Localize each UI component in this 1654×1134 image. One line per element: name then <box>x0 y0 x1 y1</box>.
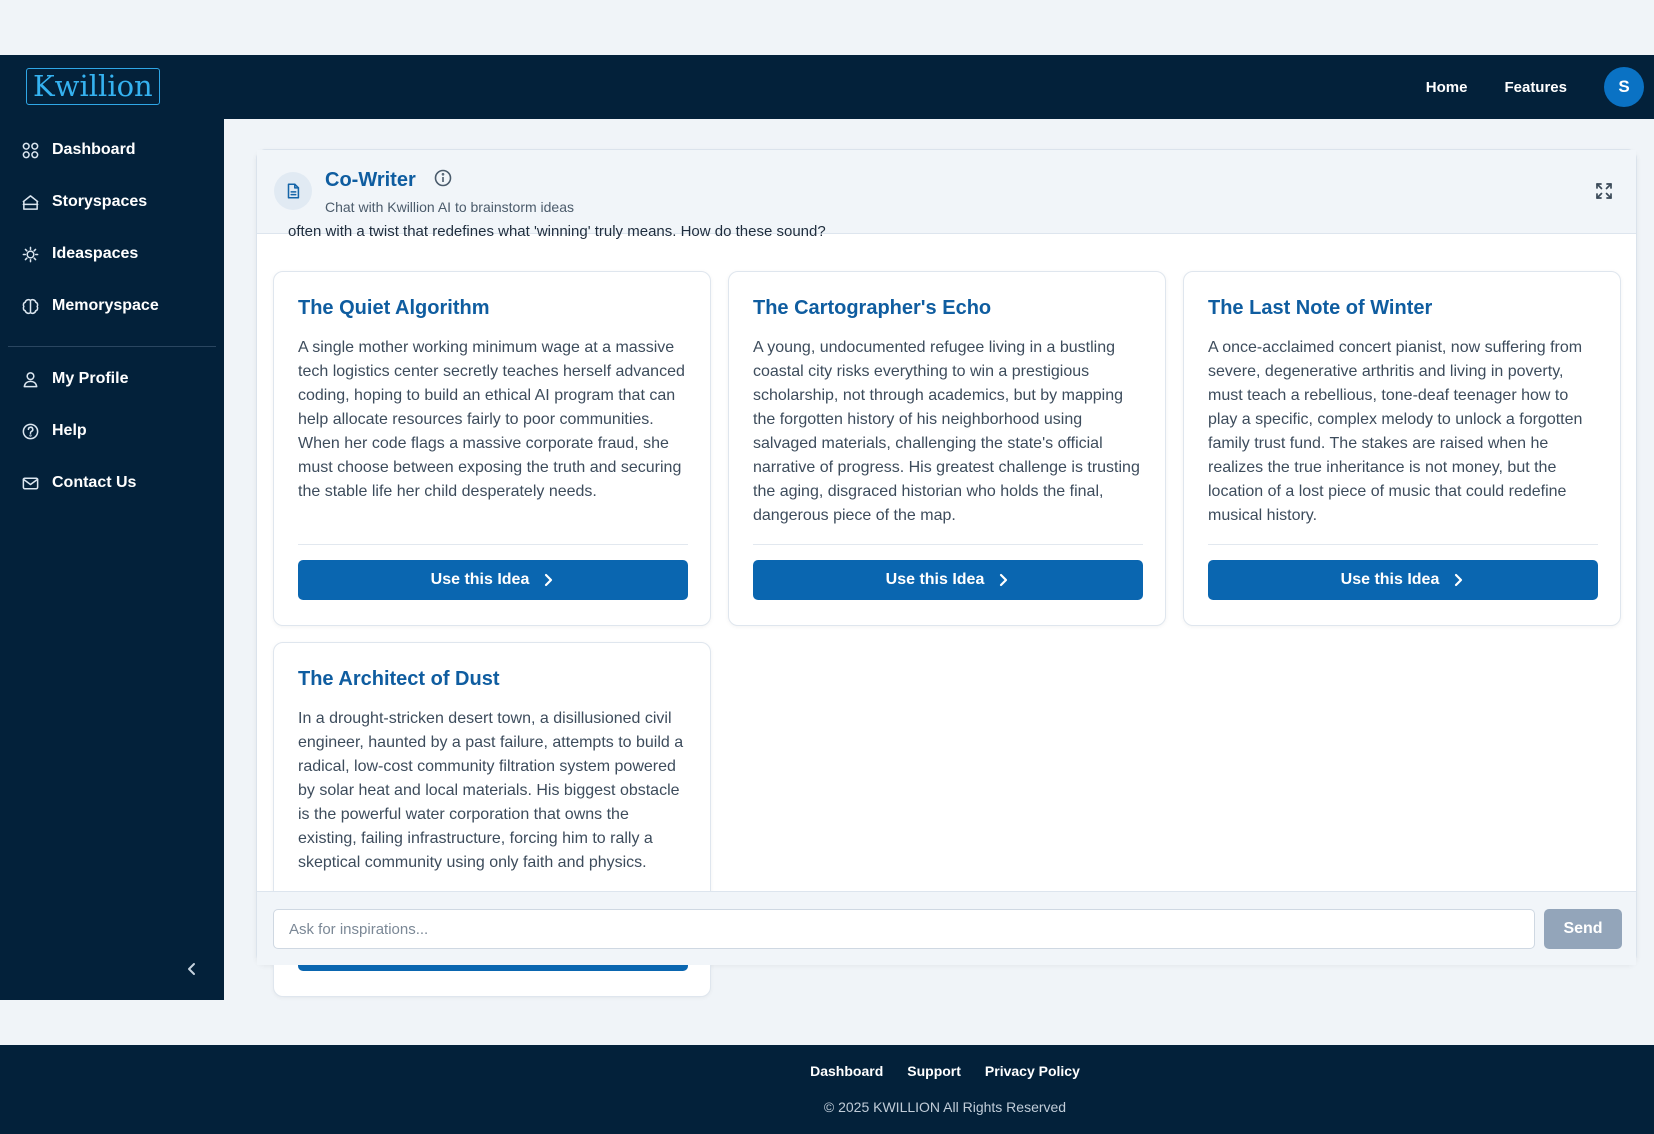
top-nav <box>1426 55 1654 119</box>
sidebar-item-label: Storyspaces <box>52 193 148 210</box>
use-idea-button[interactable] <box>1208 560 1598 600</box>
kwillion-logo[interactable]: Kwillion <box>26 68 160 105</box>
brain-icon <box>20 296 40 316</box>
lightbulb-icon <box>20 244 40 264</box>
use-idea-button[interactable] <box>298 560 688 600</box>
sidebar-item-label: Dashboard <box>52 141 136 158</box>
idea-description: In a drought-stricken desert town, a disillusioned civil engineer, haunted by a past failure, attempts to build a radical, low-cost community filtration system powered by solar heat and local materials. His biggest obstacle is the powerful water corporation that owns the existing, failing infrastructure, forcing him to rally a skeptical community using only faith and physics. <box>298 710 684 871</box>
nav-features-link[interactable]: Features <box>1504 78 1567 96</box>
sidebar-item-label: Ideaspaces <box>52 245 139 262</box>
mail-icon <box>20 473 40 493</box>
page-title: Co-Writer <box>325 169 416 191</box>
sidebar-item-ideaspaces[interactable] <box>20 238 138 270</box>
document-icon <box>274 172 312 210</box>
expand-icon[interactable] <box>1594 181 1614 201</box>
sidebar-item-label: Memoryspace <box>52 297 159 314</box>
sidebar-item-contact-us[interactable] <box>20 467 136 499</box>
idea-title: The Cartographer's Echo <box>753 297 992 319</box>
help-icon <box>20 421 40 441</box>
sidebar-item-label: My Profile <box>52 370 129 387</box>
use-idea-label: Use this Idea <box>885 571 985 588</box>
chevron-right-icon <box>996 573 1010 587</box>
page-subtitle: Chat with Kwillion AI to brainstorm ideas <box>325 199 574 215</box>
sidebar <box>0 119 224 1000</box>
use-idea-label: Use this Idea <box>1340 571 1440 588</box>
use-idea-button[interactable] <box>753 560 1143 600</box>
chevron-right-icon <box>541 573 555 587</box>
idea-description: A single mother working minimum wage at a massive tech logistics center secretly teaches herself advanced coding, hoping to build an ethical AI program that can help allocate resources fairly to poor communities. When her code flags a massive corporate fraud, she must choose between exposing the truth and securing the stable life her child desperately needs. <box>298 339 685 500</box>
idea-title: The Quiet Algorithm <box>298 297 490 319</box>
sidebar-item-memoryspace[interactable] <box>20 290 159 322</box>
sidebar-item-storyspaces[interactable] <box>20 186 147 218</box>
idea-card <box>273 271 711 626</box>
grid-icon <box>20 140 40 160</box>
top-navbar <box>0 55 1654 119</box>
ask-input[interactable] <box>273 909 1535 949</box>
idea-description: A once-acclaimed concert pianist, now suffering from severe, degenerative arthritis and living in poverty, must teach a rebellious, tone-deaf teenager how to play a specific, complex melody to unlock a forgotten family trust fund. The stakes are raised when he realizes the true inheritance is not money, but the location of a lost piece of music that could redefine musical history. <box>1208 339 1583 524</box>
use-idea-label: Use this Idea <box>430 571 530 588</box>
sidebar-item-my-profile[interactable] <box>20 363 128 395</box>
footer <box>0 1045 1654 1134</box>
sidebar-item-label: Help <box>52 422 87 439</box>
footer-privacy-link[interactable]: Privacy Policy <box>984 1063 1080 1079</box>
idea-card <box>1183 271 1621 626</box>
copyright-text: © 2025 KWILLION All Rights Reserved <box>823 1099 1067 1115</box>
cowriter-header <box>257 150 1636 234</box>
sidebar-item-label: Contact Us <box>52 474 137 491</box>
user-icon <box>20 369 40 389</box>
chat-message-text: often with a twist that redefines what 'winning' truly means. How do these sound? <box>288 223 826 240</box>
card-divider <box>298 544 688 545</box>
idea-title: The Last Note of Winter <box>1208 297 1433 319</box>
sidebar-item-help[interactable] <box>20 415 87 447</box>
idea-description: A young, undocumented refugee living in a bustling coastal city risks everything to win a prestigious scholarship, not through academics, but by mapping the forgotten history of his neighborhood using salvaged materials, challenging the state's official narrative of progress. His greatest challenge is trusting the aging, disgraced historian who holds the final, dangerous piece of the map. <box>753 339 1140 524</box>
send-button[interactable]: Send <box>1544 909 1622 949</box>
idea-title: The Architect of Dust <box>298 668 500 690</box>
nav-home-link[interactable]: Home <box>1425 78 1468 96</box>
sidebar-item-dashboard[interactable] <box>20 134 136 166</box>
info-icon[interactable] <box>434 169 452 187</box>
chevron-left-icon[interactable] <box>182 959 202 979</box>
cowriter-panel <box>256 149 1637 964</box>
home-icon <box>20 192 40 212</box>
footer-links <box>0 1063 1654 1079</box>
sidebar-divider <box>8 346 216 347</box>
card-divider <box>753 544 1143 545</box>
avatar[interactable]: S <box>1604 67 1644 107</box>
footer-dashboard-link[interactable]: Dashboard <box>810 1063 884 1079</box>
idea-card <box>728 271 1166 626</box>
chat-scroll-area[interactable] <box>257 223 1636 891</box>
footer-support-link[interactable]: Support <box>907 1063 961 1079</box>
card-divider <box>1208 544 1598 545</box>
chevron-right-icon <box>1451 573 1465 587</box>
chat-input-bar <box>257 891 1636 965</box>
